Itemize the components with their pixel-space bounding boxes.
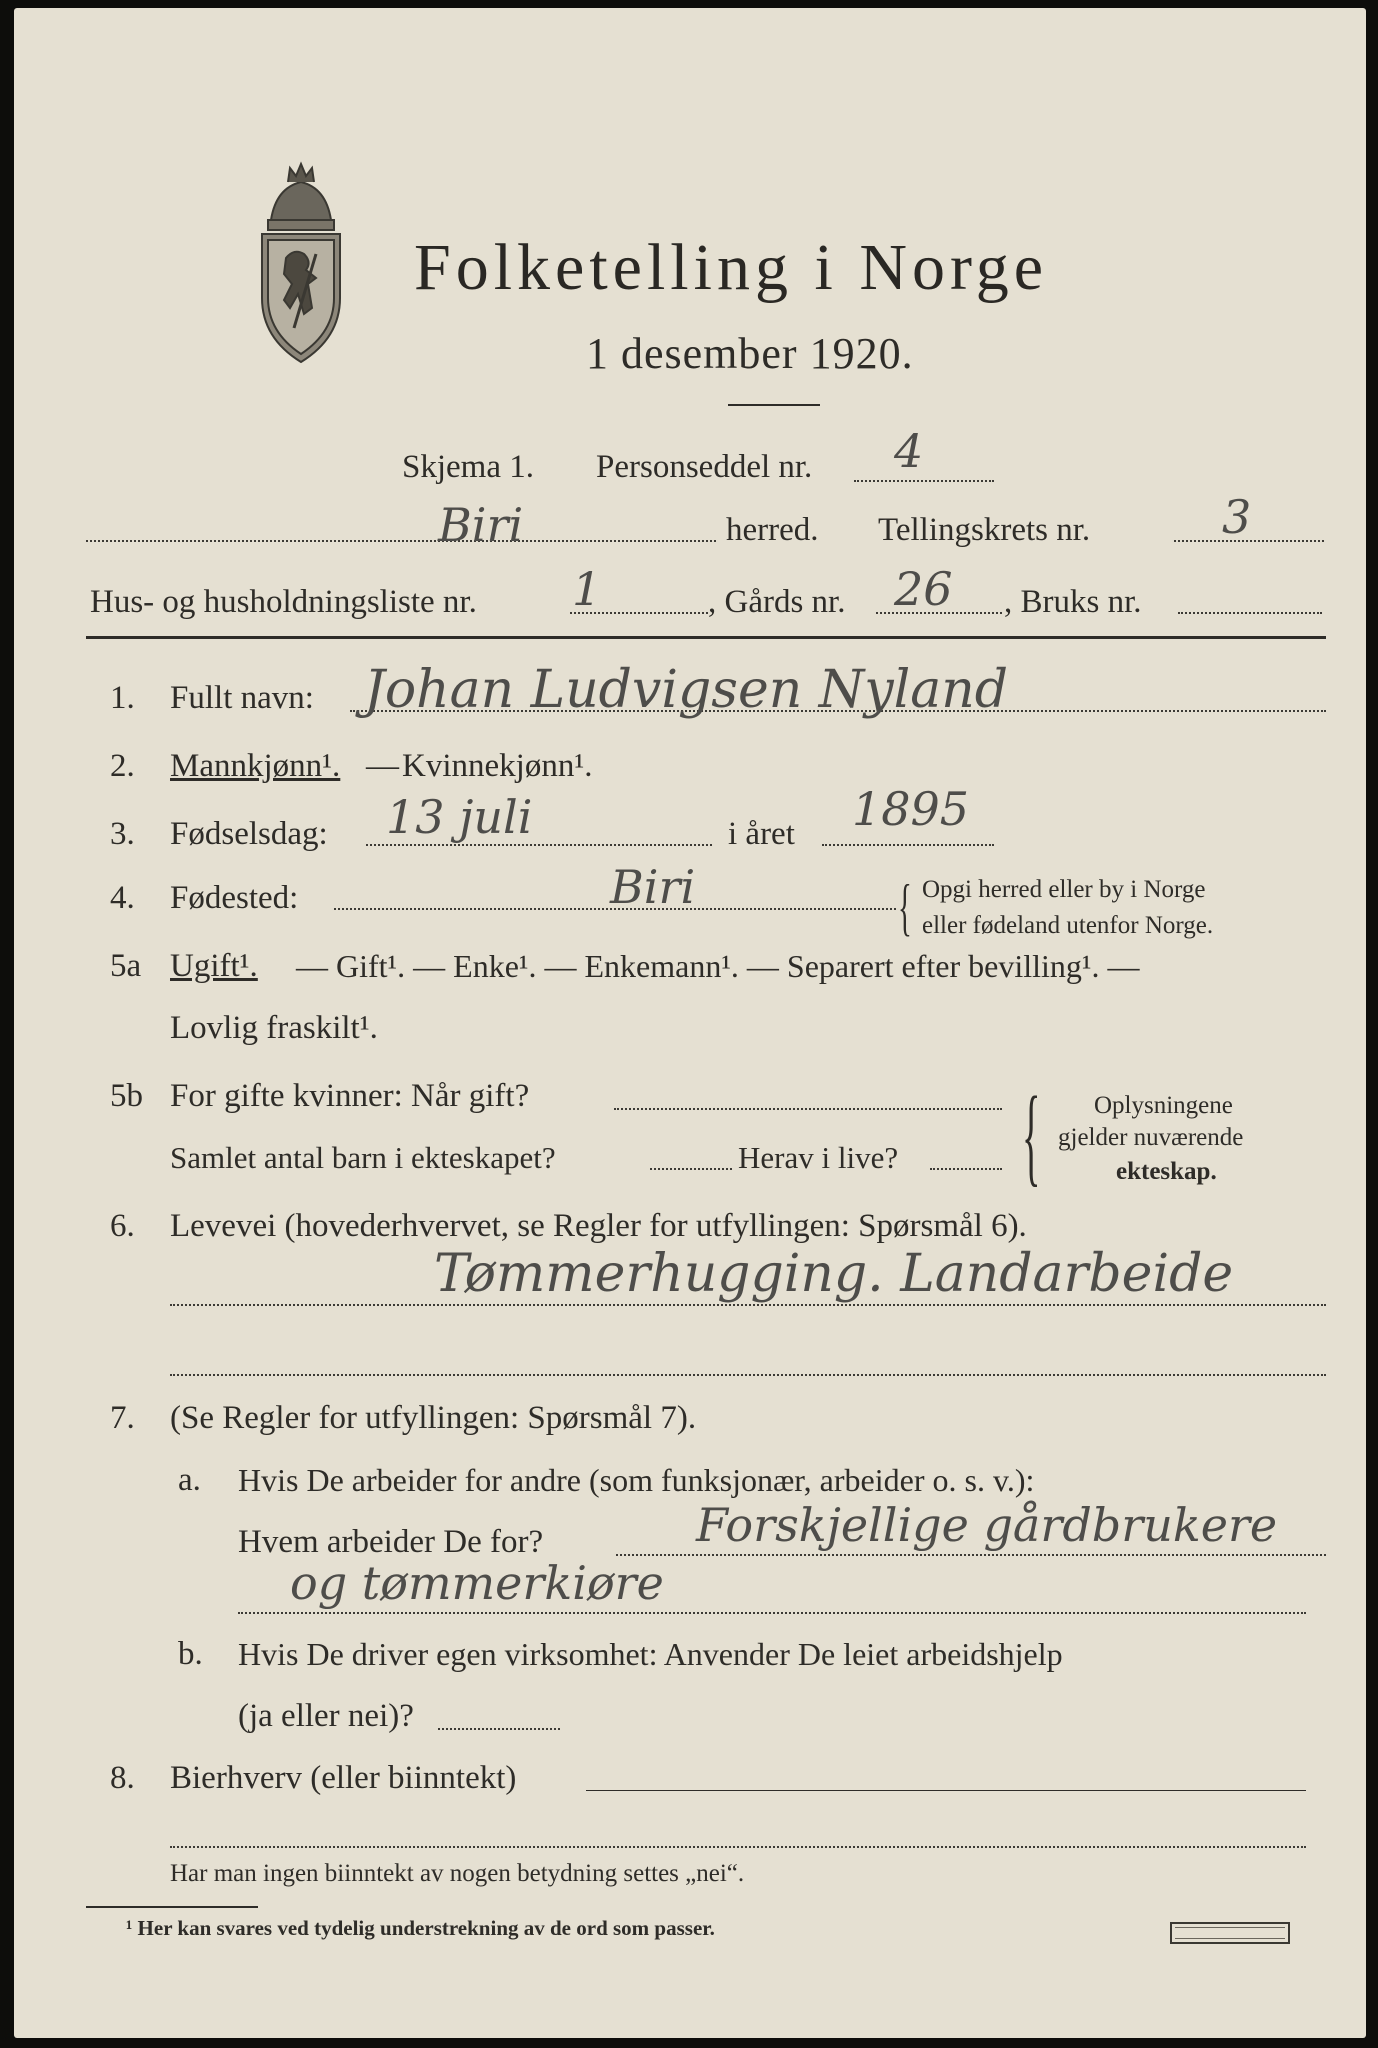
q7-number: 7.: [110, 1400, 135, 1436]
q5b-married-label: For gifte kvinner: Når gift?: [170, 1078, 530, 1114]
q5b-married-field[interactable]: [614, 1108, 1002, 1110]
q8-field[interactable]: [586, 1790, 1306, 1791]
q7b-helper-field[interactable]: [438, 1728, 560, 1730]
q8-number: 8.: [110, 1760, 135, 1796]
q7a-employer-label: Hvem arbeider De for?: [238, 1524, 544, 1560]
q7a-letter: a.: [178, 1462, 201, 1498]
gards-value: 26: [894, 562, 953, 616]
printer-mark-stamp: [1170, 1922, 1290, 1944]
hus-label: Hus- og husholdningsliste nr.: [90, 584, 477, 620]
q3-birthday-value: 13 juli: [386, 790, 533, 844]
q8-note: Har man ingen biinntekt av nogen betydning settes „nei“.: [170, 1860, 745, 1887]
q2-separator: —: [366, 748, 399, 784]
q7-label: (Se Regler for utfyllingen: Spørsmål 7).: [170, 1400, 697, 1436]
q6-occupation-field-2[interactable]: [170, 1374, 1326, 1376]
q5a-ugift-option[interactable]: Ugift¹.: [170, 948, 258, 984]
q3-year-value: 1895: [852, 782, 970, 836]
tellingskrets-value: 3: [1222, 490, 1252, 544]
q3-year-label: i året: [728, 816, 795, 852]
q5b-note-line3: ekteskap.: [1116, 1158, 1217, 1185]
q6-number: 6.: [110, 1208, 135, 1244]
herred-value: Biri: [438, 498, 524, 552]
q6-label: Levevei (hovederhvervet, se Regler for utfyllingen: Spørsmål 6).: [170, 1208, 1027, 1244]
q8-field-2[interactable]: [170, 1846, 1306, 1848]
q7a-employer-field[interactable]: [616, 1554, 1326, 1556]
q5b-note-line1: Oplysningene: [1094, 1092, 1233, 1119]
q2-male-option[interactable]: Mannkjønn¹.: [170, 748, 341, 784]
q2-number: 2.: [110, 748, 135, 784]
q1-name-value: Johan Ludvigsen Nyland: [364, 660, 1009, 720]
herred-label: herred.: [726, 512, 819, 548]
footnote-divider: [86, 1906, 258, 1908]
q3-number: 3.: [110, 816, 135, 852]
q3-year-field[interactable]: [822, 844, 994, 846]
census-form-page: [14, 8, 1366, 2038]
q4-birthplace-value: Biri: [610, 860, 696, 914]
gards-label: , Gårds nr.: [708, 584, 846, 620]
q2-female-option[interactable]: Kvinnekjønn¹.: [402, 748, 593, 784]
q7a-employer-value-1: Forskjellige gårdbrukere: [696, 1498, 1278, 1552]
q1-label: Fullt navn:: [170, 680, 314, 716]
q7b-letter: b.: [178, 1636, 203, 1672]
q7a-employer-value-2: og tømmerkiøre: [290, 1556, 664, 1610]
q5a-fraskilt-option[interactable]: Lovlig fraskilt¹.: [170, 1010, 378, 1046]
q5a-number: 5a: [110, 948, 142, 984]
q4-note-brace: {: [898, 871, 912, 942]
q1-number: 1.: [110, 680, 135, 716]
tellingskrets-label: Tellingskrets nr.: [878, 512, 1091, 548]
personseddel-field[interactable]: [854, 480, 994, 482]
q4-number: 4.: [110, 880, 135, 916]
footnote: ¹ Her kan svares ved tydelig understrekning av de ord som passer.: [126, 1916, 715, 1940]
q6-occupation-value: Tømmerhugging. Landarbeide: [434, 1244, 1234, 1304]
header-rule: [86, 636, 1326, 639]
title-divider: [728, 404, 820, 406]
q7a-line1: Hvis De arbeider for andre (som funksjonær, arbeider o. s. v.):: [238, 1462, 1035, 1498]
form-title: Folketelling i Norge: [414, 231, 1049, 304]
hus-value: 1: [572, 562, 602, 616]
q5a-other-options[interactable]: — Gift¹. — Enke¹. — Enkemann¹. — Separert efter bevilling¹. —: [296, 948, 1140, 984]
q4-label: Fødested:: [170, 880, 299, 916]
q5b-alive-field[interactable]: [930, 1168, 1002, 1170]
census-date: 1 desember 1920.: [586, 329, 914, 378]
q3-birthday-field[interactable]: [366, 844, 712, 846]
q5b-alive-label: Herav i live?: [738, 1140, 899, 1175]
herred-field[interactable]: [86, 540, 716, 542]
q5b-note-line2: gjelder nuværende: [1058, 1124, 1244, 1151]
personseddel-label: Personseddel nr.: [596, 449, 813, 485]
q5b-children-label: Samlet antal barn i ekteskapet?: [170, 1140, 556, 1175]
q6-occupation-field[interactable]: [170, 1304, 1326, 1306]
bruks-field[interactable]: [1178, 612, 1322, 614]
skjema-label: Skjema 1.: [402, 449, 534, 485]
personseddel-value: 4: [894, 424, 924, 478]
q5b-number: 5b: [110, 1078, 143, 1114]
q8-label: Bierhverv (eller biinntekt): [170, 1760, 517, 1796]
q4-note-line2: eller fødeland utenfor Norge.: [922, 912, 1214, 939]
q7b-line1: Hvis De driver egen virksomhet: Anvender De leiet arbeidshjelp: [238, 1636, 1063, 1672]
q3-label: Fødselsdag:: [170, 816, 328, 852]
q5b-children-field[interactable]: [650, 1168, 732, 1170]
bruks-label: , Bruks nr.: [1004, 584, 1142, 620]
q4-note-line1: Opgi herred eller by i Norge: [922, 876, 1206, 903]
norwegian-coat-of-arms-icon: [246, 158, 356, 368]
q7b-helper-label: (ja eller nei)?: [238, 1698, 414, 1734]
q7a-employer-field-2[interactable]: [238, 1612, 1306, 1614]
q5b-note-brace: {: [1022, 1074, 1041, 1196]
